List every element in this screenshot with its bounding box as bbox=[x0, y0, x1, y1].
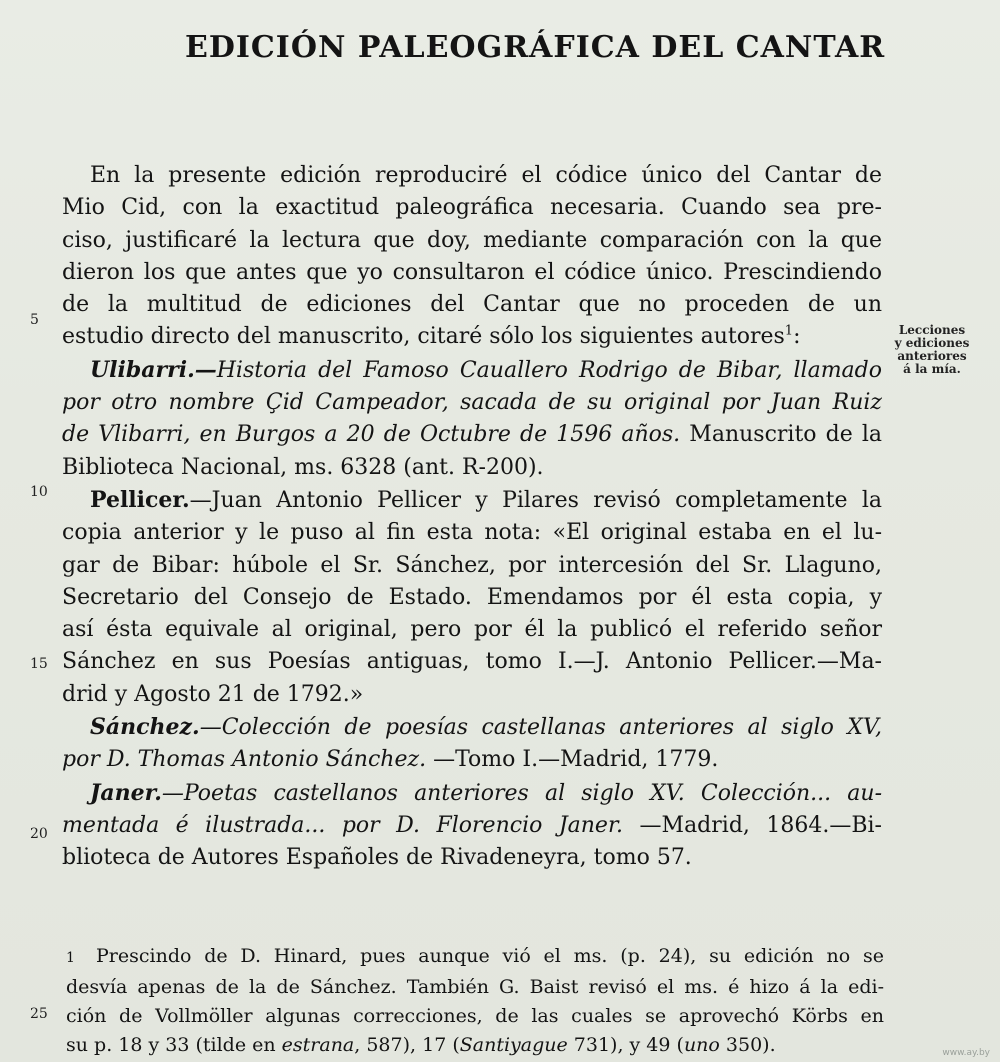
text-segment: su p. 18 y 33 (tilde en bbox=[66, 1034, 282, 1056]
entry-pellicer bbox=[62, 484, 882, 517]
text-segment: —Madrid, 1864.—Bi- bbox=[623, 812, 882, 838]
line-number-10: 10 bbox=[30, 484, 48, 500]
sidenote-line: Lecciones bbox=[898, 323, 966, 337]
text-segment: Prescindo de D. Hinard, pues aunque vió el ms. (p. 24), su edición no se bbox=[96, 945, 884, 967]
text-line: Biblioteca Nacional, ms. 6328 (ant. R-200). bbox=[62, 454, 544, 480]
footnote-line: desvía apenas de la de Sánchez. También G. Baist revisó el ms. é hizo á la edi- bbox=[66, 976, 884, 998]
text-line: drid y Agosto 21 de 1792.» bbox=[62, 681, 364, 707]
line-number-5: 5 bbox=[30, 312, 39, 328]
text-line: blioteca de Autores Españoles de Rivadeneyra, tomo 57. bbox=[62, 845, 692, 871]
author-name: Janer. bbox=[90, 779, 162, 806]
author-name: Pellicer. bbox=[90, 486, 190, 513]
sidenote-line: anteriores bbox=[897, 349, 967, 363]
text-segment: Manuscrito de la bbox=[680, 422, 882, 448]
text-line: copia anterior y le puso al fin esta nota: «El original estaba en el lu- bbox=[62, 520, 882, 546]
line-number-20: 20 bbox=[30, 826, 48, 842]
text-line: En la presente edición reproduciré el códice único del Cantar de bbox=[90, 163, 882, 188]
entry-janer bbox=[62, 777, 882, 810]
author-name: Sánchez. bbox=[90, 714, 200, 741]
text-line: por otro nombre Çid Campeador, sacada de su original por Juan Ruiz bbox=[62, 390, 882, 416]
entry-sanchez bbox=[62, 711, 882, 744]
sidenote-line: á la mía. bbox=[903, 362, 961, 376]
text-line: gar de Bibar: húbole el Sr. Sánchez, por intercesión del Sr. Llaguno, bbox=[62, 552, 882, 578]
page-title: EDICIÓN PALEOGRÁFICA DEL CANTAR bbox=[185, 30, 886, 65]
text-line bbox=[62, 744, 882, 776]
text-line: dieron los que antes que yo consultaron el códice único. Prescindiendo bbox=[62, 259, 882, 285]
text-segment: estrana bbox=[281, 1034, 355, 1056]
text-segment: : bbox=[793, 324, 801, 350]
work-title: Historia del Famoso Cauallero Rodrigo de Bibar, llamado bbox=[216, 357, 882, 383]
footnote-line bbox=[66, 1031, 884, 1060]
text-line bbox=[62, 810, 882, 842]
footnote-reference: 1 bbox=[784, 324, 794, 340]
text-segment: , 587), 17 ( bbox=[354, 1034, 460, 1056]
margin-sidenote bbox=[882, 324, 982, 376]
footnote-block bbox=[66, 942, 884, 1060]
footnote-line: ción de Vollmöller algunas correcciones, de las cuales se aprovechó Körbs en bbox=[66, 1005, 884, 1027]
watermark: www.ay.by bbox=[942, 1048, 990, 1058]
text-segment: por D. Thomas Antonio Sánchez. bbox=[62, 747, 427, 773]
work-title: —Poetas castellanos anteriores al siglo XV. Colección... au- bbox=[161, 780, 882, 806]
entry-ulibarri bbox=[62, 354, 882, 387]
text-segment: mentada é ilustrada... por D. Florencio Janer. bbox=[62, 812, 624, 838]
footnote-marker: 1 bbox=[66, 950, 75, 966]
text-segment: 731), y 49 ( bbox=[567, 1034, 684, 1056]
text-segment: de Vlibarri, en Burgos a 20 de Octubre de 1596 años. bbox=[62, 422, 681, 448]
text-segment: —Juan Antonio Pellicer y Pilares revisó completamente la bbox=[189, 487, 882, 513]
author-name: Ulibarri. bbox=[90, 356, 195, 383]
text-line: de la multitud de ediciones del Cantar que no proceden de un bbox=[62, 292, 882, 318]
footnote-line bbox=[66, 942, 884, 973]
text-line: así ésta equivale al original, pero por él la publicó el referido señor bbox=[62, 617, 882, 643]
main-text bbox=[62, 160, 882, 875]
text-line: Secretario del Consejo de Estado. Emendamos por él esta copia, y bbox=[62, 584, 882, 610]
work-title: —Colección de poesías castellanas anteriores al siglo XV, bbox=[199, 715, 882, 741]
text-line: ciso, justificaré la lectura que doy, mediante comparación con la que bbox=[62, 227, 882, 253]
text-segment: Santiyague bbox=[459, 1034, 568, 1056]
text-segment: uno bbox=[683, 1034, 720, 1056]
text-line bbox=[62, 419, 882, 451]
text-line: Sánchez en sus Poesías antiguas, tomo I.—J. Antonio Pellicer.—Ma- bbox=[62, 649, 882, 675]
sidenote-line: y ediciones bbox=[894, 336, 970, 350]
text-segment: estudio directo del manuscrito, citaré sólo los siguientes autores bbox=[62, 324, 785, 350]
line-number-15: 15 bbox=[30, 656, 48, 672]
text-line bbox=[62, 321, 882, 353]
text-segment: 350). bbox=[719, 1034, 776, 1056]
text-line: Mio Cid, con la exactitud paleográfica necesaria. Cuando sea pre- bbox=[62, 195, 882, 221]
line-number-25: 25 bbox=[30, 1006, 48, 1022]
em-dash: — bbox=[194, 356, 217, 383]
text-segment: —Tomo I.—Madrid, 1779. bbox=[426, 747, 719, 773]
